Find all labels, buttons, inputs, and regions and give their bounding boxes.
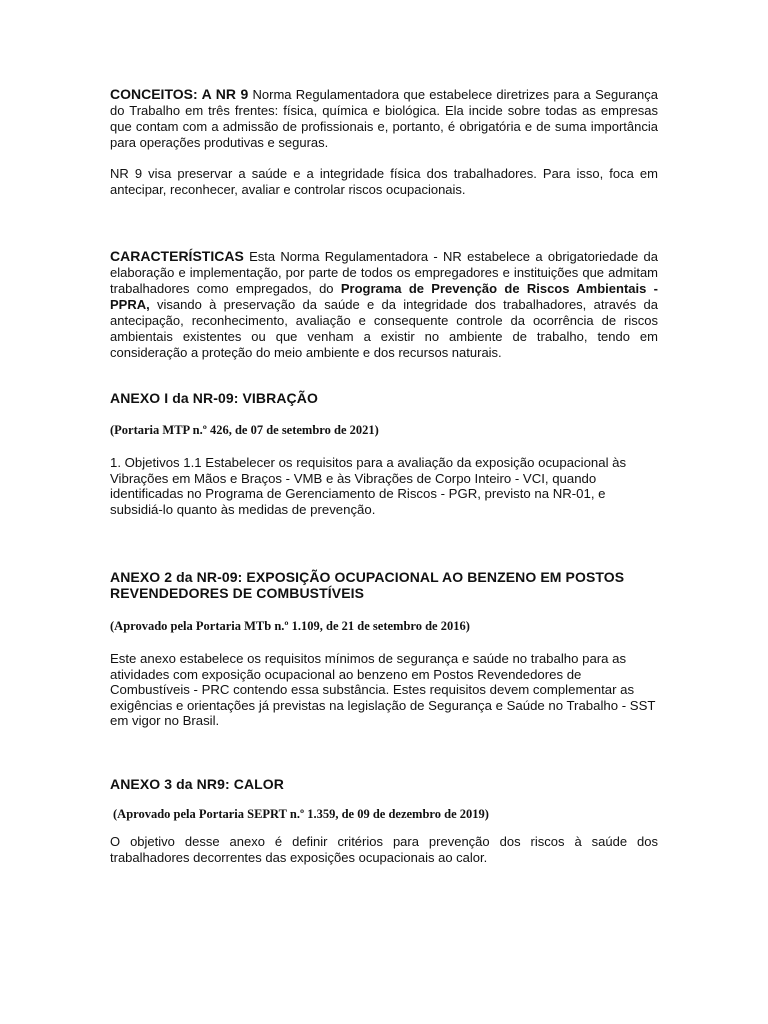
anexo3-text: O objetivo desse anexo é definir critérios para prevenção dos riscos à saúde dos trabalhadores decorrentes das exposições ocupacionais ao calor. bbox=[110, 834, 658, 865]
anexo1-text: 1. Objetivos 1.1 Estabelecer os requisitos para a avaliação da exposição ocupacional às Vibrações em Mãos e Braços - VMB e às Vibrações de Corpo Inteiro - VCI, quando identificadas no Programa de Gerenciamento de Riscos - PGR, previsto na NR-01, e subsidiá-lo quanto às medidas de prevenção. bbox=[110, 455, 627, 517]
anexo1-heading-block bbox=[110, 390, 658, 406]
anexo2-portaria-block bbox=[110, 618, 658, 634]
conceitos-section bbox=[110, 86, 658, 151]
conceitos-paragraph bbox=[110, 86, 658, 151]
anexo3-portaria-block bbox=[113, 806, 661, 822]
ppra-program-name: Programa de Prevenção de Riscos Ambientais - PPRA, bbox=[110, 281, 659, 312]
conceitos-text: Norma Regulamentadora que estabelece diretrizes para a Segurança do Trabalho em três frentes: física, química e biológica. Ela incide sobre todas as empresas que contam com a admissão de profissionais e, portanto, é obrigatória e de suma importância para operações produtivas e seguras. bbox=[110, 87, 658, 150]
anexo1-portaria-block bbox=[110, 422, 658, 438]
caracteristicas-paragraph bbox=[110, 248, 658, 361]
anexo2-portaria: (Aprovado pela Portaria MTb n.º 1.109, de 21 de setembro de 2016) bbox=[110, 619, 470, 633]
anexo2-text-block bbox=[110, 651, 658, 729]
anexo3-heading: ANEXO 3 da NR9: CALOR bbox=[110, 776, 285, 792]
anexo1-text-block bbox=[110, 455, 658, 517]
nr9-objective-section bbox=[110, 166, 658, 198]
caracteristicas-label: CARACTERÍSTICAS bbox=[110, 248, 244, 264]
anexo3-portaria: (Aprovado pela Portaria SEPRT n.º 1.359, de 09 de dezembro de 2019) bbox=[113, 807, 489, 821]
caracteristicas-text-after: visando à preservação da saúde e da integridade dos trabalhadores, através da antecipação, reconhecimento, avaliação e consequente controle da ocorrência de riscos ambientais existentes ou que venham a existir no ambiente de trabalho, tendo em consideração a proteção do meio ambiente e dos recursos naturais. bbox=[110, 297, 658, 360]
anexo2-text: Este anexo estabelece os requisitos mínimos de segurança e saúde no trabalho para as atividades com exposição ocupacional ao benzeno em Postos Revendedores de Combustíveis - PRC contendo essa substância. Estes requisitos devem complementar as exigências e orientações já previstas na legislação de Segurança e Saúde no Trabalho - SST em vigor no Brasil. bbox=[110, 651, 656, 728]
anexo3-heading-block bbox=[110, 776, 658, 792]
anexo2-heading: ANEXO 2 da NR-09: EXPOSIÇÃO OCUPACIONAL AO BENZENO EM POSTOS REVENDEDORES DE COMBUSTÍVEIS bbox=[110, 569, 625, 601]
anexo3-text-block bbox=[110, 834, 658, 866]
anexo2-heading-block bbox=[110, 569, 658, 601]
caracteristicas-text-before: Esta Norma Regulamentadora - NR estabelece a obrigatoriedade da elaboração e implementação, por parte de todos os empregadores e instituições que admitam trabalhadores como empregados, do bbox=[110, 249, 658, 296]
caracteristicas-section bbox=[110, 248, 658, 361]
conceitos-label: CONCEITOS: A NR 9 bbox=[110, 86, 249, 102]
anexo1-portaria: (Portaria MTP n.º 426, de 07 de setembro de 2021) bbox=[110, 423, 379, 437]
anexo1-heading: ANEXO I da NR-09: VIBRAÇÃO bbox=[110, 390, 318, 406]
nr9-objective-paragraph: NR 9 visa preservar a saúde e a integridade física dos trabalhadores. Para isso, foca em antecipar, reconhecer, avaliar e controlar riscos ocupacionais. bbox=[110, 166, 658, 197]
